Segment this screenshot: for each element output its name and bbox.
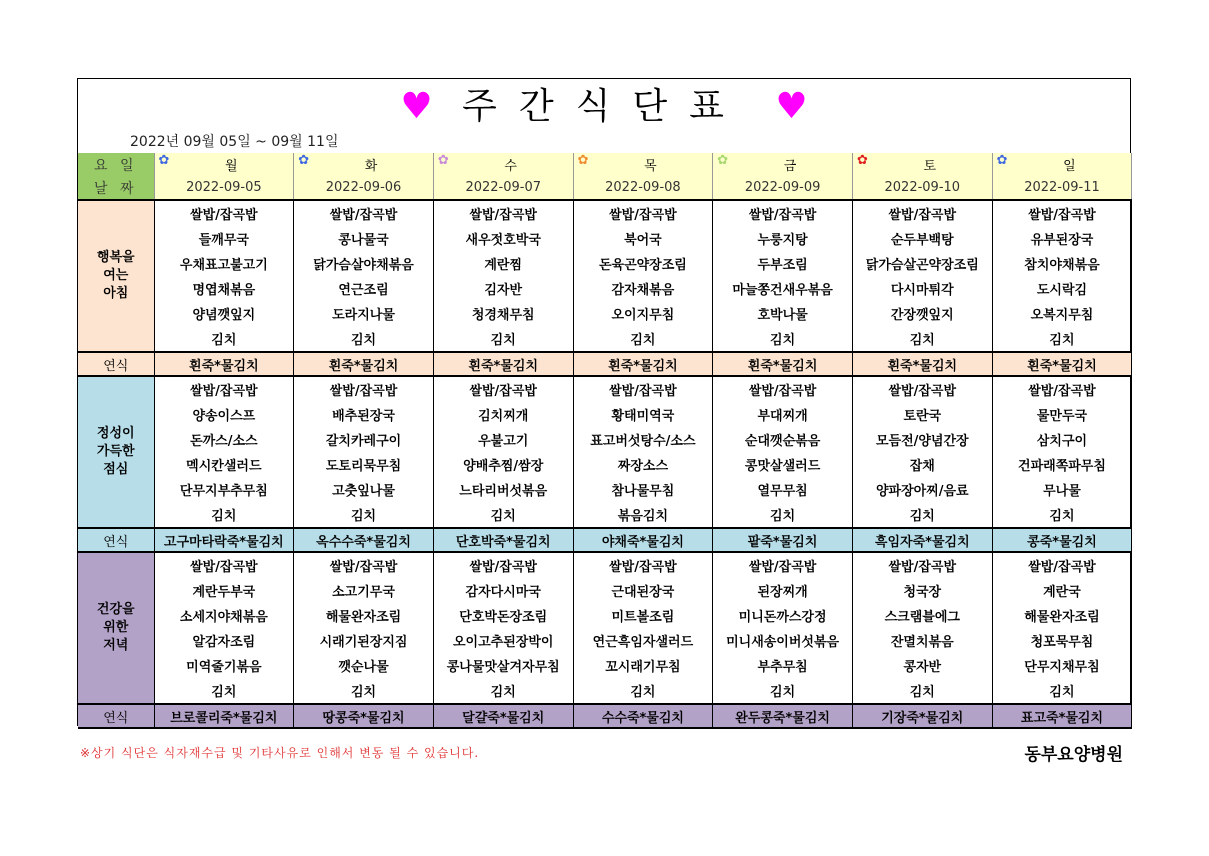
menu-item: 김치 (433, 678, 573, 704)
menu-item: 쌀밥/잡곡밥 (154, 200, 294, 226)
soft-diet-item: 콩죽*물김치 (992, 528, 1132, 552)
menu-item: 쌀밥/잡곡밥 (154, 376, 294, 402)
menu-item: 콩나물맛살겨자무침 (433, 653, 573, 678)
day-name: 화 (364, 159, 378, 174)
day-label: 요 일 (78, 153, 154, 176)
menu-item: 오이지무침 (573, 301, 713, 326)
menu-item: 쌀밥/잡곡밥 (992, 552, 1132, 578)
menu-item: 쌀밥/잡곡밥 (294, 552, 434, 578)
menu-item: 김치 (852, 502, 992, 528)
menu-item: 마늘쫑건새우볶음 (713, 276, 853, 301)
menu-item: 부추무침 (713, 653, 853, 678)
menu-item: 오복지무침 (992, 301, 1132, 326)
menu-item: 참나물무침 (573, 477, 713, 502)
menu-item: 콩맛살샐러드 (713, 452, 853, 477)
menu-item: 삼치구이 (992, 427, 1132, 452)
menu-item: 쌀밥/잡곡밥 (573, 552, 713, 578)
menu-item: 쌀밥/잡곡밥 (852, 200, 992, 226)
breakfast-row (78, 226, 1132, 251)
menu-item: 미트볼조림 (573, 603, 713, 628)
menu-item: 토란국 (852, 402, 992, 427)
menu-item: 감자다시마국 (433, 578, 573, 603)
menu-item: 쌀밥/잡곡밥 (852, 376, 992, 402)
menu-item: 김치 (713, 502, 853, 528)
soft-diet-item: 고구마타락죽*물김치 (154, 528, 294, 552)
menu-item: 쌀밥/잡곡밥 (713, 200, 853, 226)
soft-diet-item: 단호박죽*물김치 (433, 528, 573, 552)
dinner-row (78, 578, 1132, 603)
menu-item: 쌀밥/잡곡밥 (294, 200, 434, 226)
menu-item: 깻순나물 (294, 653, 434, 678)
menu-item: 열무무침 (713, 477, 853, 502)
soft-diet-label: 연식 (78, 352, 154, 376)
soft-diet-item: 흰죽*물김치 (154, 352, 294, 376)
flower-icon: ✿ (717, 153, 729, 168)
menu-item: 쌀밥/잡곡밥 (573, 376, 713, 402)
menu-item: 두부조림 (713, 251, 853, 276)
menu-item: 오이고추된장박이 (433, 628, 573, 653)
menu-item: 들깨무국 (154, 226, 294, 251)
breakfast-row (78, 326, 1132, 352)
menu-item: 북어국 (573, 226, 713, 251)
menu-item: 쌀밥/잡곡밥 (573, 200, 713, 226)
menu-item: 무나물 (992, 477, 1132, 502)
menu-item: 청국장 (852, 578, 992, 603)
title-text: 주간식단표 (462, 86, 746, 127)
date-cell: 2022-09-09 (713, 176, 853, 200)
soft-diet-item: 옥수수죽*물김치 (294, 528, 434, 552)
menu-item: 소고기무국 (294, 578, 434, 603)
menu-item: 양념깻잎지 (154, 301, 294, 326)
header-date-row (78, 176, 1132, 200)
menu-item: 우불고기 (433, 427, 573, 452)
menu-item: 단호박돈장조림 (433, 603, 573, 628)
menu-item: 쌀밥/잡곡밥 (713, 376, 853, 402)
soft-diet-item: 땅콩죽*물김치 (294, 704, 434, 728)
menu-item: 연근조림 (294, 276, 434, 301)
menu-item: 닭가슴살야채볶음 (294, 251, 434, 276)
menu-item: 감자채볶음 (573, 276, 713, 301)
menu-item: 물만두국 (992, 402, 1132, 427)
menu-item: 새우젓호박국 (433, 226, 573, 251)
menu-item: 잔멸치볶음 (852, 628, 992, 653)
snack1-row (78, 352, 1132, 376)
menu-item: 미니새송이버섯볶음 (713, 628, 853, 653)
day-header (992, 153, 1132, 176)
menu-item: 해물완자조림 (294, 603, 434, 628)
menu-item: 김치 (154, 326, 294, 352)
menu-item: 쌀밥/잡곡밥 (433, 376, 573, 402)
menu-item: 돈까스/소스 (154, 427, 294, 452)
menu-item: 잡채 (852, 452, 992, 477)
snack2-row (78, 528, 1132, 552)
dinner-row (78, 603, 1132, 628)
soft-diet-item: 완두콩죽*물김치 (713, 704, 853, 728)
menu-item: 김치 (573, 326, 713, 352)
soft-diet-item: 흰죽*물김치 (992, 352, 1132, 376)
menu-item: 단무지부추무침 (154, 477, 294, 502)
menu-item: 다시마튀각 (852, 276, 992, 301)
lunch-label: 정성이 가득한 점심 (78, 376, 154, 528)
menu-item: 미역줄기볶음 (154, 653, 294, 678)
menu-item: 표고버섯탕수/소스 (573, 427, 713, 452)
menu-item: 고춧잎나물 (294, 477, 434, 502)
flower-icon: ✿ (437, 153, 449, 168)
soft-diet-item: 흰죽*물김치 (573, 352, 713, 376)
dinner-row (78, 628, 1132, 653)
soft-diet-item: 달걀죽*물김치 (433, 704, 573, 728)
menu-item: 연근흑임자샐러드 (573, 628, 713, 653)
menu-item: 쌀밥/잡곡밥 (294, 376, 434, 402)
menu-item: 소세지야채볶음 (154, 603, 294, 628)
menu-item: 순대깻순볶음 (713, 427, 853, 452)
menu-item: 김치 (852, 326, 992, 352)
dinner-row (78, 552, 1132, 578)
menu-item: 된장찌개 (713, 578, 853, 603)
menu-item: 청포묵무침 (992, 628, 1132, 653)
menu-item: 계란찜 (433, 251, 573, 276)
day-name: 월 (225, 159, 238, 174)
date-label: 날 짜 (78, 176, 154, 200)
soft-diet-item: 브로콜리죽*물김치 (154, 704, 294, 728)
day-header (294, 153, 434, 176)
menu-item: 김치찌개 (433, 402, 573, 427)
soft-diet-label: 연식 (78, 528, 154, 552)
menu-item: 쌀밥/잡곡밥 (852, 552, 992, 578)
soft-diet-item: 기장죽*물김치 (852, 704, 992, 728)
day-header (713, 153, 853, 176)
menu-item: 건파래쪽파무침 (992, 452, 1132, 477)
menu-item: 단무지채무침 (992, 653, 1132, 678)
menu-item: 김치 (294, 502, 434, 528)
soft-diet-item: 흰죽*물김치 (433, 352, 573, 376)
period-text: 2022년 09월 05일 ~ 09월 11일 (130, 134, 339, 150)
menu-item: 멕시칸샐러드 (154, 452, 294, 477)
menu-item: 김치 (573, 678, 713, 704)
menu-item: 김치 (713, 678, 853, 704)
menu-item: 도라지나물 (294, 301, 434, 326)
soft-diet-item: 수수죽*물김치 (573, 704, 713, 728)
menu-item: 김치 (154, 678, 294, 704)
footnote: ※상기 식단은 식자재수급 및 기타사유로 인해서 변동 될 수 있습니다. (80, 746, 480, 760)
day-header (852, 153, 992, 176)
lunch-row (78, 376, 1132, 402)
menu-item: 간장깻잎지 (852, 301, 992, 326)
day-name: 일 (1063, 159, 1076, 174)
menu-item: 콩자반 (852, 653, 992, 678)
breakfast-label: 행복을 여는 아침 (78, 200, 154, 352)
flower-icon: ✿ (298, 153, 310, 168)
menu-item: 순두부백탕 (852, 226, 992, 251)
menu-item: 김치 (433, 326, 573, 352)
menu-item: 쌀밥/잡곡밥 (713, 552, 853, 578)
menu-item: 호박나물 (713, 301, 853, 326)
menu-item: 황태미역국 (573, 402, 713, 427)
menu-item: 누룽지탕 (713, 226, 853, 251)
dinner-row (78, 653, 1132, 678)
menu-item: 닭가슴살곤약장조림 (852, 251, 992, 276)
menu-item: 꼬시래기무침 (573, 653, 713, 678)
menu-item: 모듬전/양념간장 (852, 427, 992, 452)
lunch-row (78, 502, 1132, 528)
menu-item: 알감자조림 (154, 628, 294, 653)
menu-item: 시래기된장지짐 (294, 628, 434, 653)
date-cell: 2022-09-08 (573, 176, 713, 200)
soft-diet-item: 흰죽*물김치 (713, 352, 853, 376)
menu-item: 김치 (713, 326, 853, 352)
menu-item: 근대된장국 (573, 578, 713, 603)
breakfast-row (78, 251, 1132, 276)
menu-item: 쌀밥/잡곡밥 (433, 200, 573, 226)
menu-item: 우채표고불고기 (154, 251, 294, 276)
soft-diet-item: 흑임자죽*물김치 (852, 528, 992, 552)
organization-name: 동부요양병원 (1024, 745, 1123, 765)
page-title (78, 85, 1130, 129)
day-header (573, 153, 713, 176)
menu-item: 미니돈까스강정 (713, 603, 853, 628)
day-name: 토 (923, 159, 937, 174)
menu-item: 스크램블에그 (852, 603, 992, 628)
menu-item: 배추된장국 (294, 402, 434, 427)
dinner-label: 건강을 위한 저녁 (78, 552, 154, 704)
menu-item: 양파장아찌/음료 (852, 477, 992, 502)
menu-item: 김치 (433, 502, 573, 528)
breakfast-row (78, 200, 1132, 226)
flower-icon: ✿ (996, 153, 1008, 168)
menu-item: 돈육곤약장조림 (573, 251, 713, 276)
day-name: 수 (504, 159, 517, 174)
lunch-row (78, 402, 1132, 427)
flower-icon: ✿ (577, 153, 589, 168)
menu-item: 짜장소스 (573, 452, 713, 477)
header-day-row (78, 153, 1132, 176)
date-cell: 2022-09-05 (154, 176, 294, 200)
menu-item: 김치 (992, 502, 1132, 528)
menu-item: 갈치카레구이 (294, 427, 434, 452)
menu-item: 느타리버섯볶음 (433, 477, 573, 502)
menu-item: 계란두부국 (154, 578, 294, 603)
menu-item: 볶음김치 (573, 502, 713, 528)
menu-item: 부대찌개 (713, 402, 853, 427)
soft-diet-item: 표고죽*물김치 (992, 704, 1132, 728)
menu-item: 청경채무침 (433, 301, 573, 326)
lunch-row (78, 452, 1132, 477)
menu-item: 콩나물국 (294, 226, 434, 251)
menu-item: 쌀밥/잡곡밥 (433, 552, 573, 578)
snack3-row (78, 704, 1132, 728)
date-cell: 2022-09-07 (433, 176, 573, 200)
day-header (154, 153, 294, 176)
menu-item: 쌀밥/잡곡밥 (992, 200, 1132, 226)
day-header (433, 153, 573, 176)
date-cell: 2022-09-10 (852, 176, 992, 200)
date-cell: 2022-09-11 (992, 176, 1132, 200)
menu-item: 김치 (294, 326, 434, 352)
menu-item: 김치 (294, 678, 434, 704)
lunch-row (78, 477, 1132, 502)
menu-item: 도토리묵무침 (294, 452, 434, 477)
day-name: 금 (783, 159, 797, 174)
menu-item: 양송이스프 (154, 402, 294, 427)
menu-sheet (77, 78, 1131, 726)
menu-item: 쌀밥/잡곡밥 (154, 552, 294, 578)
menu-item: 쌀밥/잡곡밥 (992, 376, 1132, 402)
soft-diet-label: 연식 (78, 704, 154, 728)
heart-icon: ♥ (400, 86, 433, 127)
menu-item: 유부된장국 (992, 226, 1132, 251)
lunch-row (78, 427, 1132, 452)
heart-icon: ♥ (775, 86, 808, 127)
menu-table (78, 153, 1132, 729)
menu-item: 도시락김 (992, 276, 1132, 301)
menu-item: 김치 (992, 678, 1132, 704)
soft-diet-item: 흰죽*물김치 (294, 352, 434, 376)
breakfast-row (78, 301, 1132, 326)
breakfast-row (78, 276, 1132, 301)
flower-icon: ✿ (856, 153, 868, 168)
menu-item: 해물완자조림 (992, 603, 1132, 628)
menu-item: 양배추찜/쌈장 (433, 452, 573, 477)
soft-diet-item: 흰죽*물김치 (852, 352, 992, 376)
day-name: 목 (644, 159, 657, 174)
soft-diet-item: 팥죽*물김치 (713, 528, 853, 552)
menu-item: 계란국 (992, 578, 1132, 603)
menu-item: 명엽채볶음 (154, 276, 294, 301)
menu-item: 참치야채볶음 (992, 251, 1132, 276)
date-cell: 2022-09-06 (294, 176, 434, 200)
menu-item: 김치 (154, 502, 294, 528)
menu-item: 김치 (852, 678, 992, 704)
menu-item: 김자반 (433, 276, 573, 301)
soft-diet-item: 야채죽*물김치 (573, 528, 713, 552)
dinner-row (78, 678, 1132, 704)
flower-icon: ✿ (158, 153, 170, 168)
menu-item: 김치 (992, 326, 1132, 352)
